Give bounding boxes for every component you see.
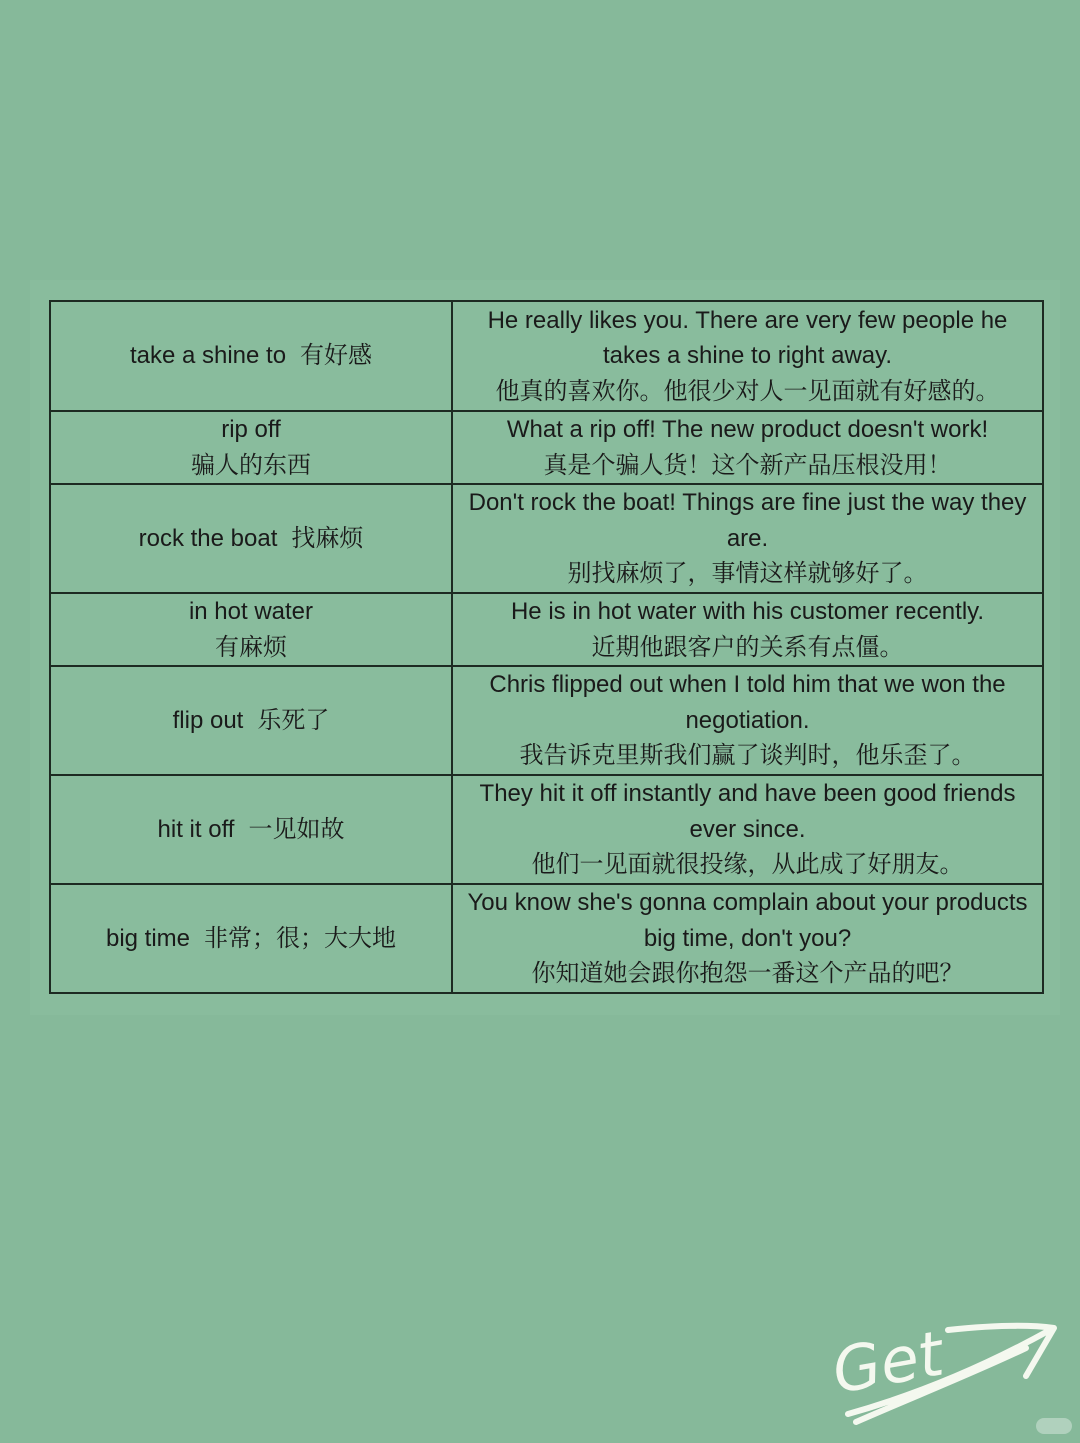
example-cell: [452, 666, 1043, 775]
example-chinese: 我告诉克里斯我们赢了谈判时，他乐歪了。: [519, 741, 976, 770]
example-chinese: 你知道她会跟你抱怨一番这个产品的吧？: [531, 959, 964, 987]
example-english: He is in hot water with his customer recently.: [510, 598, 985, 625]
example-english: Chris flipped out when I told him that we won the negotiation.: [489, 671, 1006, 734]
idiom-cell: [50, 775, 452, 884]
idiom-cell: [50, 593, 452, 666]
table-row: [50, 301, 1043, 411]
example-cell: [452, 301, 1043, 411]
example-cell: [452, 411, 1043, 484]
example-english: What a rip off! The new product doesn't work!: [506, 416, 989, 443]
example-english: Don't rock the boat! Things are fine just the way they are.: [468, 489, 1027, 552]
idiom-english: hit it off: [157, 815, 235, 843]
idiom-english: in hot water: [188, 598, 314, 625]
table-row: [50, 411, 1043, 484]
example-english: You know she's gonna complain about your products big time, don't you?: [467, 889, 1028, 952]
idiom-chinese: 有好感: [300, 341, 373, 370]
idiom-cell: [50, 884, 452, 993]
idiom-english: rock the boat: [138, 524, 278, 552]
idiom-chinese: 一见如故: [248, 814, 345, 843]
example-cell: [452, 484, 1043, 593]
idiom-english: rip off: [221, 416, 281, 443]
example-chinese: 他真的喜欢你。他很少对人一见面就有好感的。: [495, 376, 1000, 405]
table-row: [50, 484, 1043, 593]
example-cell: [452, 775, 1043, 884]
idiom-cell: [50, 411, 452, 484]
example-english: He really likes you. There are very few people he takes a shine to right away.: [487, 306, 1008, 370]
idiom-english: big time: [105, 924, 191, 952]
idiom-english: flip out: [172, 706, 244, 734]
idiom-chinese: 找麻烦: [291, 523, 364, 552]
table-row: [50, 593, 1043, 666]
idiom-english: take a shine to: [129, 342, 287, 370]
table-row: [50, 884, 1043, 993]
idiom-table: [49, 300, 1044, 994]
example-chinese: 近期他跟客户的关系有点僵。: [591, 632, 904, 661]
idiom-chinese: 有麻烦: [215, 632, 287, 661]
table-row: [50, 775, 1043, 884]
example-chinese: 真是个骗人货！这个新产品压根没用！: [543, 450, 952, 479]
example-chinese: 别找麻烦了，事情这样就够好了。: [567, 559, 928, 588]
corner-badge: [1036, 1418, 1072, 1434]
example-cell: [452, 884, 1043, 993]
example-english: They hit it off instantly and have been good friends ever since.: [479, 780, 1016, 843]
get-logo-text: Get: [826, 1316, 949, 1408]
idiom-chinese: 非常；很；大大地: [204, 923, 397, 952]
example-chinese: 他们一见面就很投缘，从此成了好朋友。: [531, 850, 964, 879]
get-logo: [826, 1300, 1066, 1430]
example-cell: [452, 593, 1043, 666]
table-row: [50, 666, 1043, 775]
idiom-chinese: 骗人的东西: [191, 450, 311, 479]
idiom-cell: [50, 666, 452, 775]
idiom-cell: [50, 484, 452, 593]
idiom-chinese: 乐死了: [257, 705, 330, 734]
idiom-cell: [50, 301, 452, 411]
